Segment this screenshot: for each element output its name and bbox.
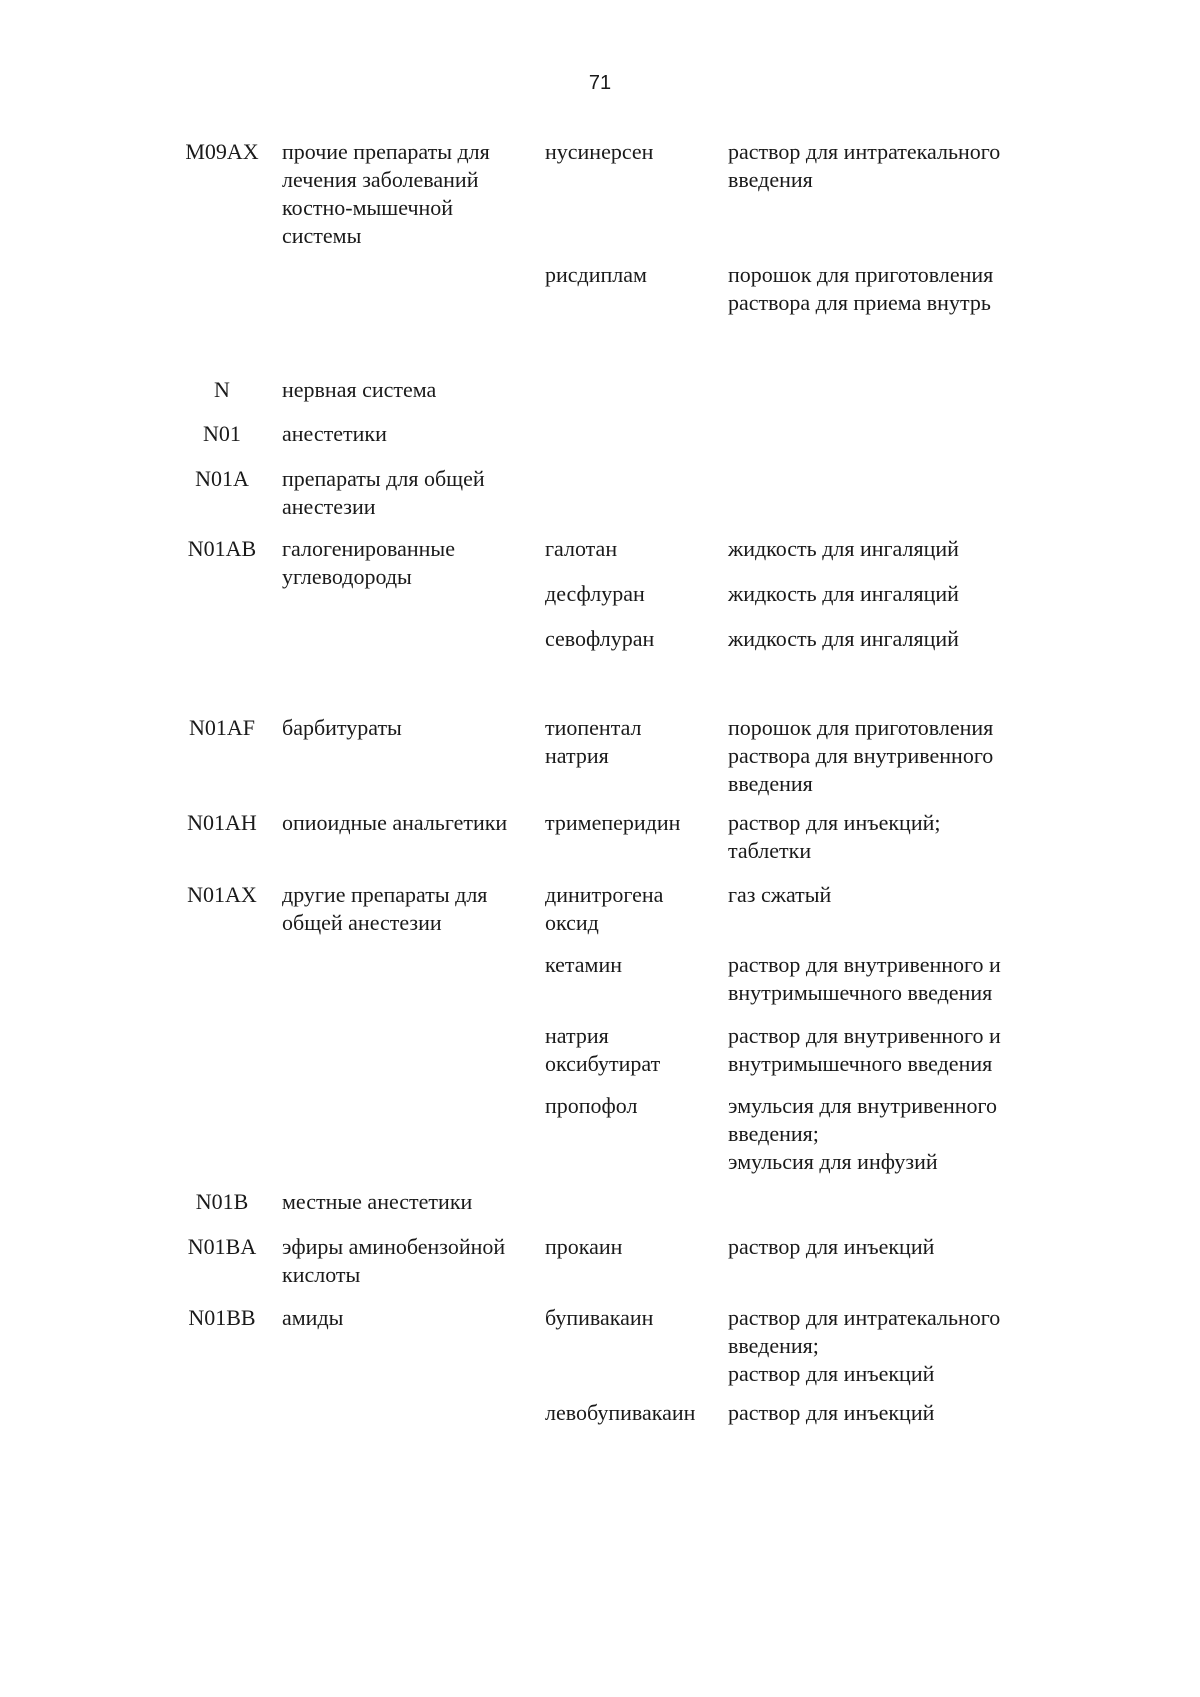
row-group: амиды xyxy=(282,1305,344,1330)
row-group: галогенированные углеводороды xyxy=(282,536,455,589)
row-drug: кетамин xyxy=(545,952,623,977)
row-group: нервная система xyxy=(282,377,437,402)
row-drug: севофлуран xyxy=(545,626,655,651)
row-dosage-form: жидкость для ингаляций xyxy=(728,626,959,651)
row-dosage-form: раствор для инъекций xyxy=(728,1234,935,1259)
row-drug: пропофол xyxy=(545,1093,638,1118)
row-dosage-form: раствор для инъекций; таблетки xyxy=(728,810,941,863)
row-group: другие препараты для общей анестезии xyxy=(282,882,488,935)
row-group: препараты для общей анестезии xyxy=(282,466,485,519)
row-drug: рисдиплам xyxy=(545,262,647,287)
row-code: N01AX xyxy=(187,882,257,907)
row-code: N01AF xyxy=(188,715,255,740)
row-dosage-form: раствор для интратекального введения; раствор для инъекций xyxy=(728,1305,1001,1386)
row-drug: десфлуран xyxy=(545,581,645,606)
row-drug: прокаин xyxy=(545,1234,623,1259)
row-drug: натрия оксибутират xyxy=(545,1023,661,1076)
row-code: N01 xyxy=(203,421,241,446)
page-number: 71 xyxy=(588,72,612,94)
row-dosage-form: эмульсия для внутривенного введения; эмульсия для инфузий xyxy=(728,1093,998,1174)
row-dosage-form: жидкость для ингаляций xyxy=(728,581,959,606)
row-group: опиоидные анальгетики xyxy=(282,810,508,835)
row-drug: динитрогена оксид xyxy=(545,882,664,935)
row-code: N01AB xyxy=(187,536,257,561)
row-code: N xyxy=(214,377,230,402)
row-dosage-form: порошок для приготовления раствора для внутривенного введения xyxy=(728,715,994,796)
row-code: N01BB xyxy=(188,1305,256,1330)
row-group: барбитураты xyxy=(282,715,402,740)
row-drug: бупивакаин xyxy=(545,1305,654,1330)
row-dosage-form: раствор для внутривенного и внутримышечного введения xyxy=(728,1023,1001,1076)
row-drug: галотан xyxy=(545,536,618,561)
row-code: N01B xyxy=(195,1189,249,1214)
row-dosage-form: раствор для интратекального введения xyxy=(728,139,1001,192)
row-drug: тримеперидин xyxy=(545,810,681,835)
row-dosage-form: раствор для внутривенного и внутримышечного введения xyxy=(728,952,1001,1005)
row-group: эфиры аминобензойной кислоты xyxy=(282,1234,506,1287)
row-dosage-form: порошок для приготовления раствора для приема внутрь xyxy=(728,262,994,315)
row-code: N01A xyxy=(195,466,249,491)
row-drug: нусинерсен xyxy=(545,139,654,164)
row-drug: левобупивакаин xyxy=(545,1400,696,1425)
row-code: M09AX xyxy=(185,139,259,164)
row-group: местные анестетики xyxy=(282,1189,473,1214)
row-dosage-form: жидкость для ингаляций xyxy=(728,536,959,561)
row-group: прочие препараты для лечения заболеваний костно-мышечной системы xyxy=(282,139,490,248)
row-drug: тиопентал натрия xyxy=(545,715,642,768)
row-code: N01BA xyxy=(187,1234,257,1259)
row-dosage-form: газ сжатый xyxy=(728,882,832,907)
row-code: N01AH xyxy=(187,810,257,835)
row-group: анестетики xyxy=(282,421,387,446)
row-dosage-form: раствор для инъекций xyxy=(728,1400,935,1425)
